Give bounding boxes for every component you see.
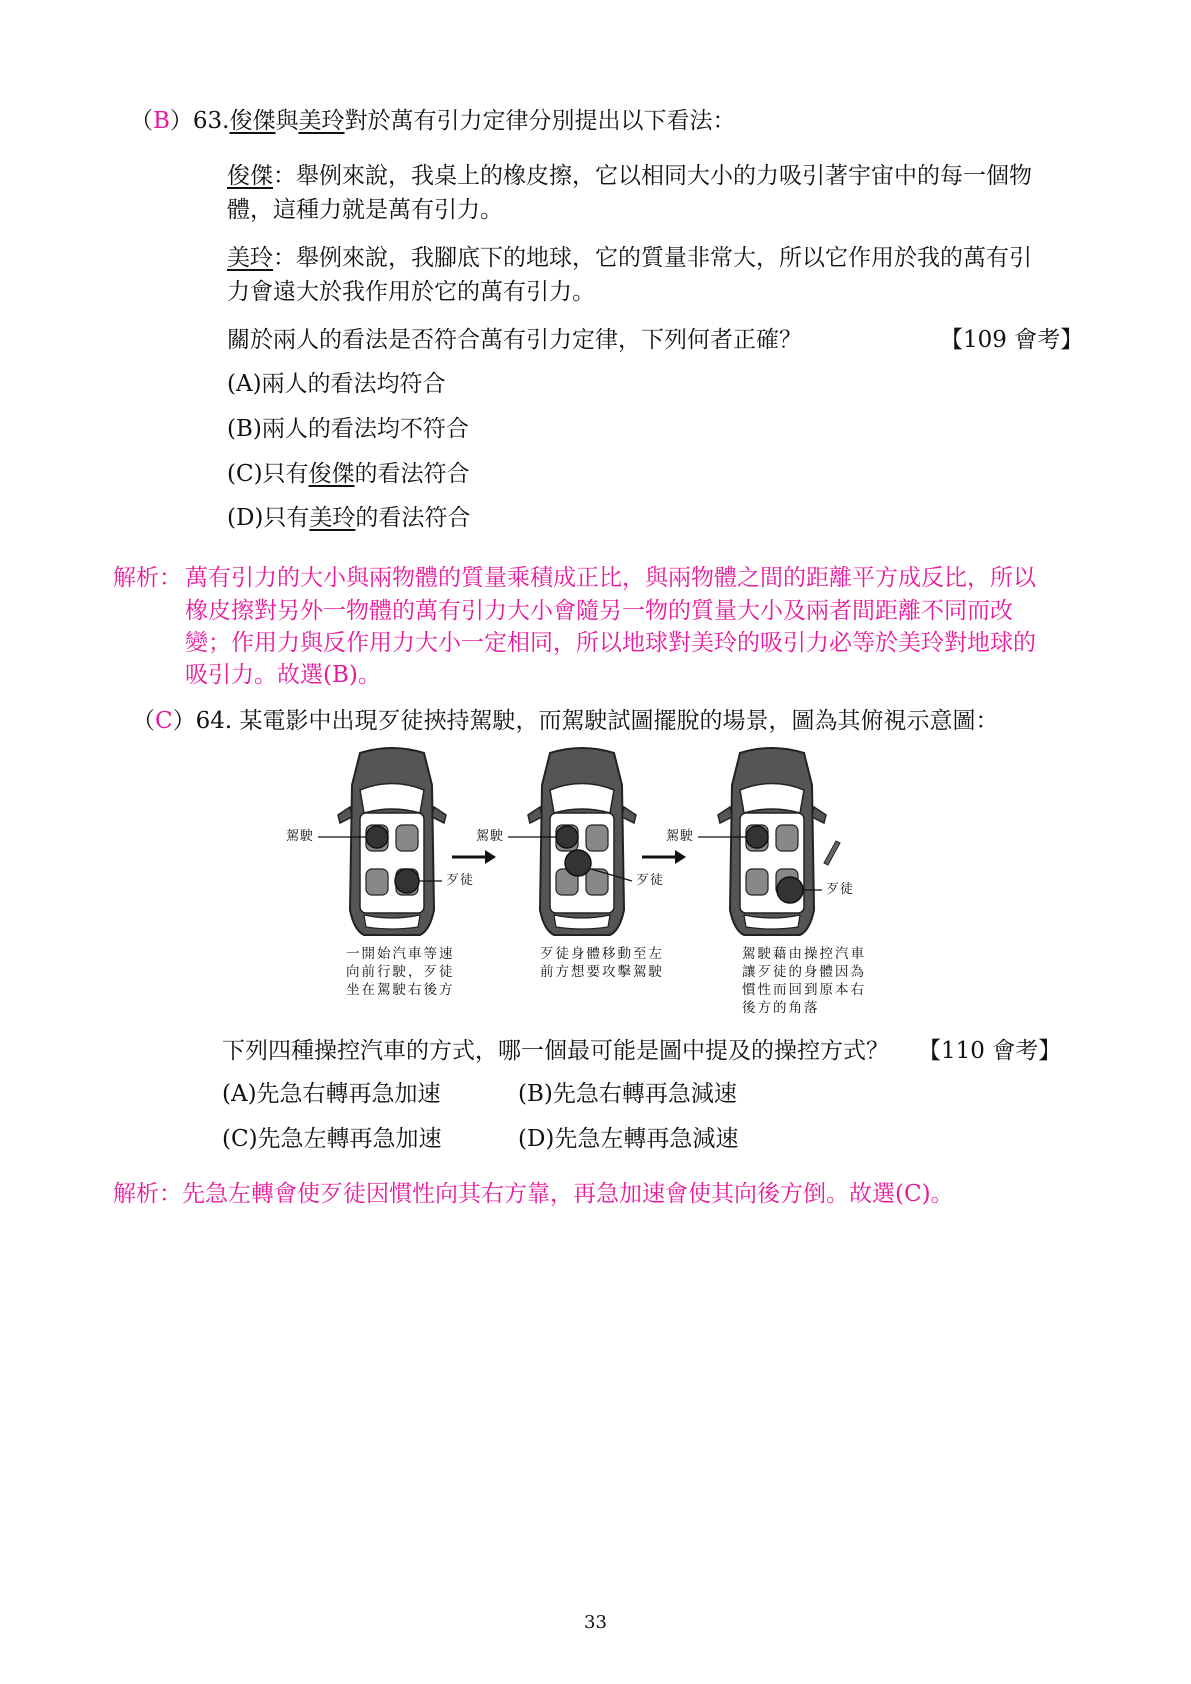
q63-name-b: 美玲 (298, 108, 345, 134)
q63-stem: （B）63.俊傑與美玲對於萬有引力定律分別提出以下看法： (130, 108, 736, 134)
q63-option-d: (D)只有美玲的看法符合 (227, 505, 471, 531)
robber-head (777, 877, 803, 903)
q63-view-a-line2: 體，這種力就是萬有引力。 (227, 197, 503, 223)
q63-analysis-label: 解析： (113, 565, 182, 591)
q64-question: 下列四種操控汽車的方式，哪一個最可能是圖中提及的操控方式？ (222, 1038, 889, 1064)
q64-option-c: (C)先急左轉再急加速 (222, 1126, 442, 1152)
q63-analysis-line: 吸引力。故選(B)。 (185, 662, 381, 688)
page-number: 33 (584, 1612, 607, 1633)
q64-option-a: (A)先急右轉再急加速 (222, 1081, 441, 1107)
q63-analysis-line: 變；作用力與反作用力大小一定相同，所以地球對美玲的吸引力必等於美玲對地球的 (185, 630, 1036, 656)
knife-icon (824, 841, 840, 865)
q64-analysis: 解析：先急左轉會使歹徒因慣性向其右方靠，再急加速會使其向後方倒。故選(C)。 (113, 1181, 954, 1207)
arrow-right-icon (452, 850, 496, 864)
figure-caption: 歹徒身體移動至左 前方想要攻擊駕駛 (540, 946, 664, 980)
q63-analysis-line: 萬有引力的大小與兩物體的質量乘積成正比，與兩物體之間的距離平方成反比，所以 (185, 565, 1036, 591)
q63-option-b: (B)兩人的看法均不符合 (227, 416, 469, 442)
car-1 (318, 748, 446, 935)
q63-option-a: (A)兩人的看法均符合 (227, 371, 446, 397)
q63-answer: B (153, 108, 170, 134)
q64-stem: （C）64. 某電影中出現歹徒挾持駕駛，而駕駛試圖擺脫的場景，圖為其俯視示意圖： (132, 708, 999, 734)
driver-head (366, 826, 388, 848)
q64-option-b: (B)先急右轉再急減速 (518, 1081, 737, 1107)
car-3 (698, 748, 840, 935)
robber-head (565, 850, 591, 876)
q63-source: 【109 會考】 (940, 327, 1084, 353)
q63-name-a: 俊傑 (229, 108, 276, 134)
q64-number: 64. (195, 708, 233, 734)
car-diagrams (300, 745, 910, 955)
arrow-right-icon (642, 850, 686, 864)
driver-label: 駕駛 (666, 829, 695, 844)
figure-caption: 駕駛藉由操控汽車 讓歹徒的身體因為 慣性而回到原本右 後方的角落 (742, 946, 866, 1016)
q63-option-c: (C)只有俊傑的看法符合 (227, 461, 470, 487)
robber-head (395, 869, 419, 893)
figure-caption: 一開始汽車等速 向前行駛，歹徒 坐在駕駛右後方 (346, 946, 455, 998)
q64-option-d: (D)先急左轉再急減速 (518, 1126, 739, 1152)
q64-answer: C (155, 708, 173, 734)
driver-head (556, 826, 578, 848)
q64-source: 【110 會考】 (918, 1038, 1062, 1064)
car-2 (508, 748, 636, 935)
car-sequence-figure (286, 745, 910, 1030)
q64-analysis-label: 解析： (113, 1181, 182, 1207)
driver-head (746, 826, 768, 848)
driver-label: 駕駛 (286, 829, 315, 844)
robber-label: 歹徒 (826, 882, 855, 897)
driver-label: 駕駛 (476, 829, 505, 844)
q63-view-a-line1: 俊傑：舉例來說，我桌上的橡皮擦，它以相同大小的力吸引著宇宙中的每一個物 (227, 163, 1032, 189)
q63-view-b-line2: 力會遠大於我作用於它的萬有引力。 (227, 279, 595, 305)
q63-question: 關於兩人的看法是否符合萬有引力定律，下列何者正確？ (227, 327, 802, 353)
q63-analysis-line: 橡皮擦對另外一物體的萬有引力大小會隨另一物的質量大小及兩者間距離不同而改 (185, 598, 1013, 624)
robber-label: 歹徒 (446, 873, 475, 888)
q63-view-b-line1: 美玲：舉例來說，我腳底下的地球，它的質量非常大，所以它作用於我的萬有引 (227, 245, 1032, 271)
robber-label: 歹徒 (636, 873, 665, 888)
q63-number: 63. (192, 108, 230, 134)
